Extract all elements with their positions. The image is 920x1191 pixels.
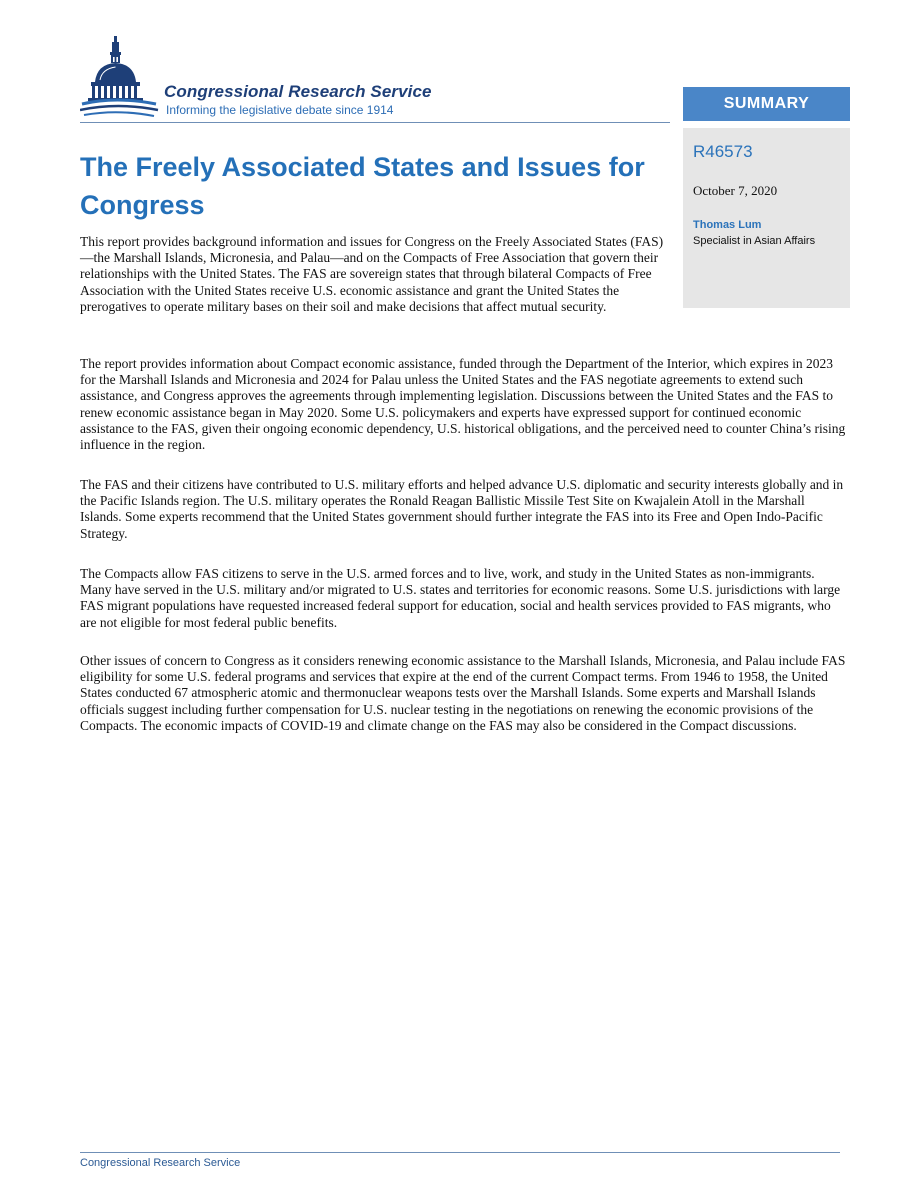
report-number: R46573 <box>693 142 753 161</box>
summary-paragraph: This report provides background information and issues for Congress on the Freely Associated States (FAS)—the Marshall Islands, Micronesia, and Palau—and on the Compacts of Free Association that govern their relationships with the United States. The FAS are sovereign states that through bilateral Compacts of Free Association with the United States receive U.S. economic assistance and grant the United States the prerogatives to operate military bases on their soil and make decisions that affect mutual security. <box>80 234 664 314</box>
report-info-panel <box>683 128 850 308</box>
org-name: Congressional Research Service <box>164 82 432 101</box>
author-title: Specialist in Asian Affairs <box>693 235 816 247</box>
footer-divider <box>80 1152 840 1153</box>
summary-tab: SUMMARY <box>683 87 850 121</box>
summary-paragraph: The Compacts allow FAS citizens to serve in the U.S. armed forces and to live, work, and study in the United States as non-immigrants. Many have served in the U.S. military and/or migrated to U.S. states and territories for economic reasons. Some U.S. jurisdictions with large FAS migrant populations have requested increased federal support for education, social and health services provided to FAS migrants, who are not eligible for most federal public benefits. <box>80 566 841 630</box>
report-title: The Freely Associated States and Issues for Congress <box>80 152 645 220</box>
header-divider <box>80 122 670 123</box>
report-date: October 7, 2020 <box>693 183 778 198</box>
footer-label: Congressional Research Service <box>80 1157 241 1169</box>
capitol-dome-icon <box>80 36 160 122</box>
summary-paragraph: The report provides information about Compact economic assistance, funded through the Department of the Interior, which expires in 2023 for the Marshall Islands and Micronesia and 2024 for Palau unless the United States and the FAS negotiate agreements to extend such assistance, and Congress approves the agreements through implementing legislation. Discussions between the United States and the FAS to renew economic assistance began in May 2020. Some U.S. policymakers and experts have expressed support for continued economic assistance to the FAS, given their ongoing economic dependency, U.S. historical obligations, and the perceived need to counter China’s rising influence in the region. <box>80 356 846 453</box>
summary-paragraph: Other issues of concern to Congress as it considers renewing economic assistance to the Marshall Islands, Micronesia, and Palau include FAS eligibility for some U.S. federal programs and services that expire at the end of the current Compact terms. From 1946 to 1958, the United States conducted 67 atmospheric atomic and thermonuclear weapons tests over the Marshall Islands. Some experts and Marshall Islands officials suggest including further compensation for U.S. nuclear testing in the negotiations on renewing the economic provisions of the Compacts. The economic impacts of COVID-19 and climate change on the FAS may also be considered in the Compact discussions. <box>80 653 846 733</box>
crs-logo <box>80 36 480 122</box>
org-tagline: Informing the legislative debate since 1914 <box>166 103 394 117</box>
summary-sidebar <box>683 87 850 308</box>
summary-paragraph: The FAS and their citizens have contributed to U.S. military efforts and helped advance U.S. diplomatic and security interests globally and in the Pacific Islands region. The U.S. military operates the Ronald Reagan Ballistic Missile Test Site on Kwajalein Atoll in the Marshall Islands. Some experts recommend that the United States government should further integrate the FAS into its Free and Open Indo-Pacific Strategy. <box>80 477 844 541</box>
author-name: Thomas Lum <box>693 219 762 231</box>
